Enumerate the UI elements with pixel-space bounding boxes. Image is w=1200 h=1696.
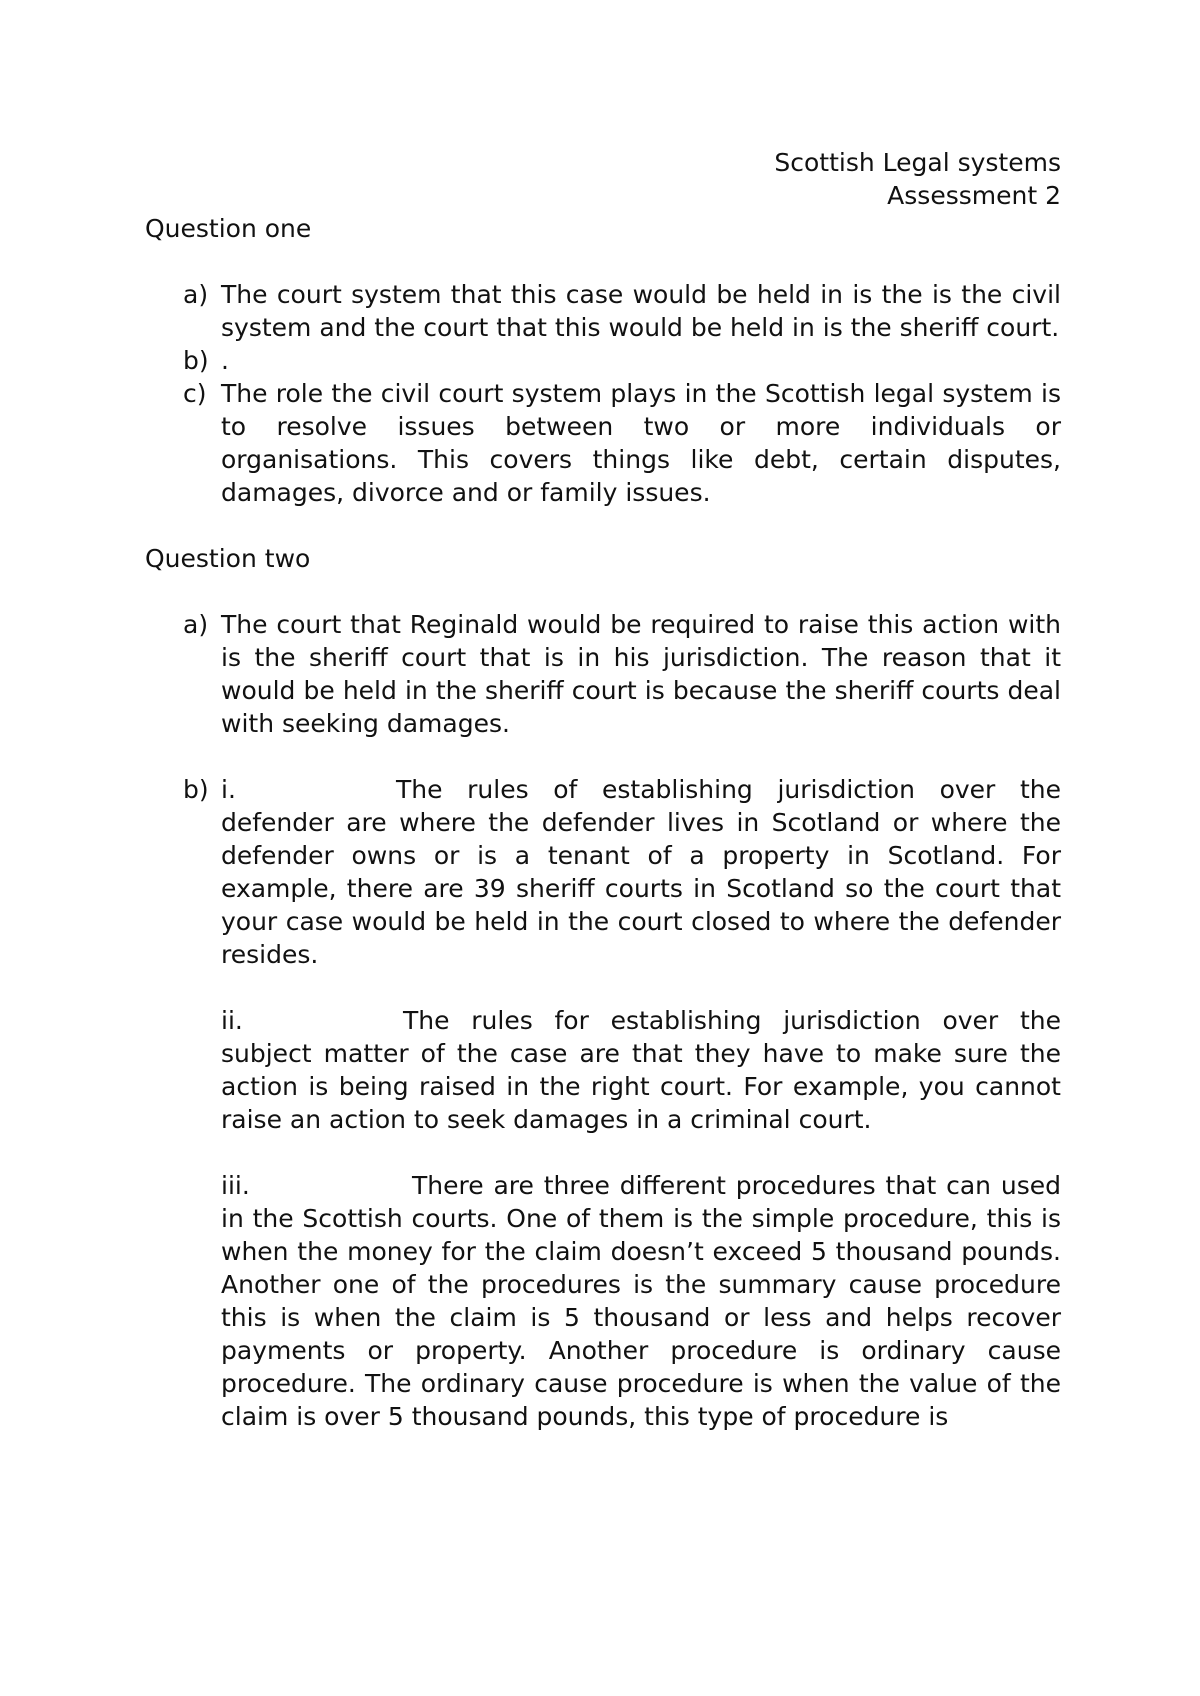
sub-marker-ii: ii. xyxy=(221,1006,243,1035)
item-marker: b) xyxy=(183,346,209,375)
sub-item-i xyxy=(221,773,1061,971)
item-text: The role the civil court system plays in the Scottish legal system is to resolve issues between two or more individuals or organisations. This covers things like debt, certain disputes, damages, divorce and or family issues. xyxy=(221,379,1061,507)
item-marker: a) xyxy=(183,280,209,309)
item-text: The court that Reginald would be required to raise this action with is the sheriff court that is in his jurisdiction. The reason that it would be held in the sheriff court is because the sheriff courts deal with seeking damages. xyxy=(221,610,1061,738)
question-two-title: Question two xyxy=(145,544,311,573)
question-one-title: Question one xyxy=(145,214,312,243)
item-text: The court system that this case would be held in is the is the civil system and the court that this would be held in is the sheriff court. xyxy=(221,280,1061,342)
item-marker: b) xyxy=(183,775,209,804)
sub-marker-i: i. xyxy=(221,775,236,804)
item-text: . xyxy=(221,346,229,375)
sub-item-iii xyxy=(221,1169,1061,1433)
course-title: Scottish Legal systems xyxy=(774,148,1061,177)
sub-item-ii-text: The rules for establishing jurisdiction over the subject matter of the case are that they have to make sure the action is being raised in the right court. For example, you cannot raise an action to seek damages in a criminal court. xyxy=(221,1006,1061,1134)
document-header xyxy=(145,146,1061,212)
question-one-item-c xyxy=(183,377,1061,509)
question-two-item-b xyxy=(183,773,1061,1433)
assessment-title: Assessment 2 xyxy=(887,181,1061,210)
sub-item-ii xyxy=(221,1004,1061,1136)
question-one-section xyxy=(145,212,1061,509)
question-one-item-b xyxy=(183,344,1061,377)
item-b-body xyxy=(221,773,1061,1433)
question-one-item-a xyxy=(183,278,1061,344)
sub-marker-iii: iii. xyxy=(221,1171,250,1200)
sub-item-i-text: The rules of establishing jurisdiction over the defender are where the defender lives in Scotland or where the defender owns or is a tenant of a property in Scotland. For example, there are 39 sheriff courts in Scotland so the court that your case would be held in the court closed to where the defender resides. xyxy=(221,775,1061,969)
sub-item-iii-text: There are three different procedures that can used in the Scottish courts. One of them is the simple procedure, this is when the money for the claim doesn’t exceed 5 thousand pounds. Another one of the procedures is the summary cause procedure this is when the claim is 5 thousand or less and helps recover payments or property. Another procedure is ordinary cause procedure. The ordinary cause procedure is when the value of the claim is over 5 thousand pounds, this type of procedure is xyxy=(221,1171,1061,1431)
document-page xyxy=(145,146,1061,1433)
question-two-item-a xyxy=(183,608,1061,740)
item-marker: c) xyxy=(183,379,207,408)
item-marker: a) xyxy=(183,610,209,639)
question-two-section xyxy=(145,542,1061,1433)
